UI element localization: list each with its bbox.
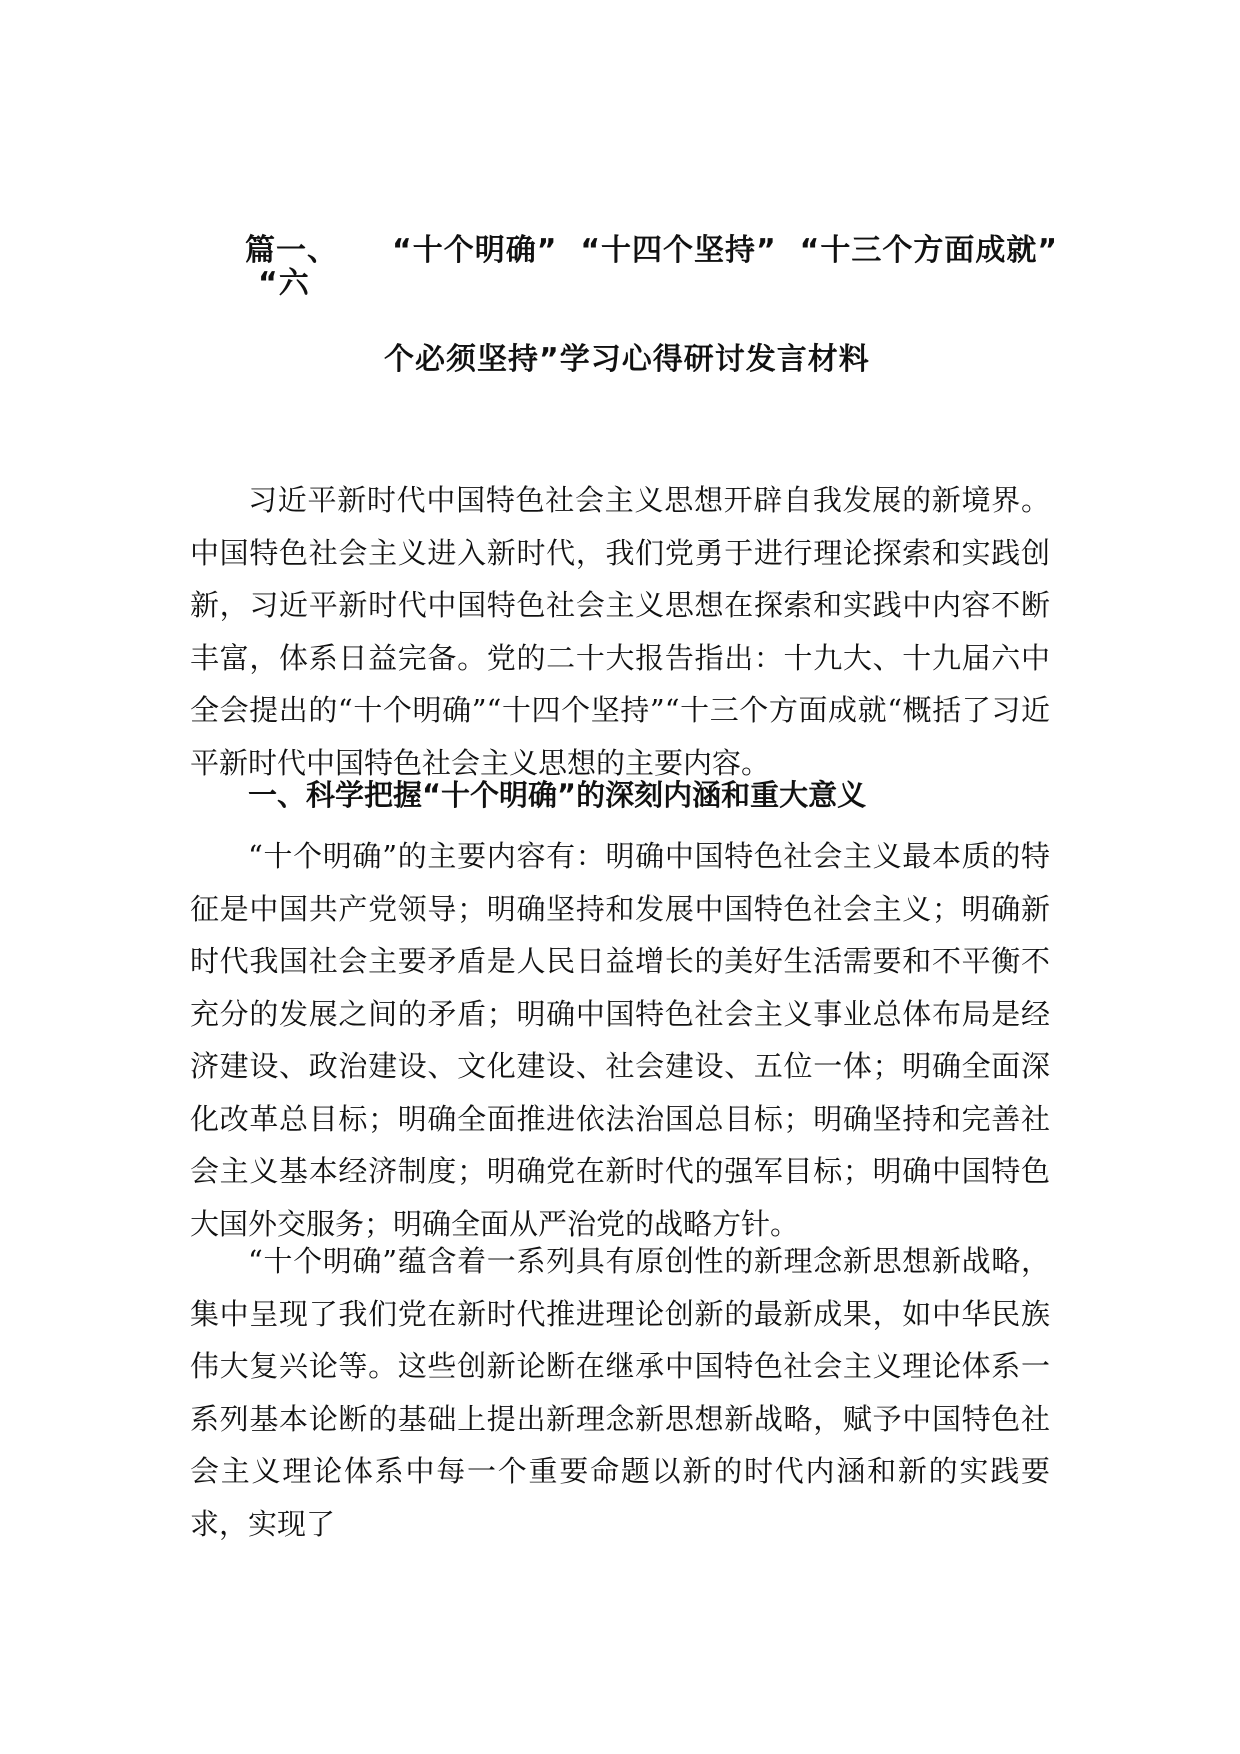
paragraph-ten-clarifications-content: “十个明确”的主要内容有：明确中国特色社会主义最本质的特征是中国共产党领导；明确坚持和发展中国特色社会主义；明确新时代我国社会主要矛盾是人民日益增长的美好生活需要和不平衡不充分的发展之间的矛盾；明确中国特色社会主义事业总体布局是经济建设、政治建设、文化建设、社会建设、五位一体；明确全面深化改革总目标；明确全面推进依法治国总目标；明确坚持和完善社会主义基本经济制度；明确党在新时代的强军目标；明确中国特色大国外交服务；明确全面从严治党的战略方针。 [190,839,1050,1241]
section-heading-1: 一、科学把握“十个明确”的深刻内涵和重大意义 [248,778,867,812]
paragraph-intro: 习近平新时代中国特色社会主义思想开辟自我发展的新境界。中国特色社会主义进入新时代，我们党勇于进行理论探索和实践创新，习近平新时代中国特色社会主义思想在探索和实践中内容不断丰富，体系日益完备。党的二十大报告指出：十九大、十九届六中全会提出的“十个明确”“十四个坚持”“十三个方面成就“概括了习近平新时代中国特色社会主义思想的主要内容。 [190,483,1050,780]
document-title-line-1 [245,233,1058,269]
document-title-line-3: 个必须坚持”学习心得研讨发言材料 [384,342,870,377]
title-keywords: “十个明确” “十四个坚持” “十三个方面成就” [392,233,1059,268]
document-title-line-2: “六 [258,266,310,301]
paragraph-ten-clarifications-significance: “十个明确”蕴含着一系列具有原创性的新理念新思想新战略，集中呈现了我们党在新时代推进理论创新的最新成果，如中华民族伟大复兴论等。这些创新论断在继承中国特色社会主义理论体系一系列基本论断的基础上提出新理念新思想新战略，赋予中国特色社会主义理论体系中每一个重要命题以新的时代内涵和新的实践要求，实现了 [190,1244,1050,1541]
title-prefix: 篇一、 [245,233,338,268]
